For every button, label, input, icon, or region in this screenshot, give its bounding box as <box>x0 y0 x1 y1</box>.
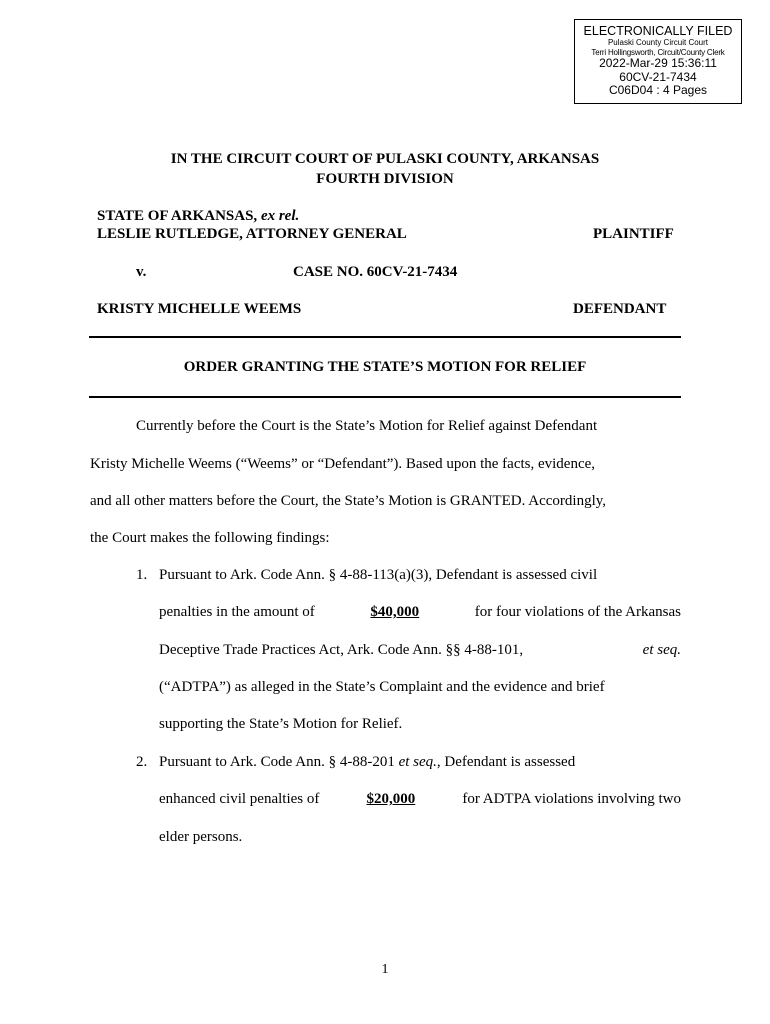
versus-label: v. <box>136 264 147 280</box>
plaintiff-name-line <box>97 207 299 225</box>
finding-2-line-1 <box>159 754 575 771</box>
intro-line-3: and all other matters before the Court, the State’s Motion is GRANTED. Accordingly, <box>90 493 607 509</box>
finding-1-line-3-italic: et seq. <box>642 642 681 658</box>
defendant-name: KRISTY MICHELLE WEEMS <box>97 301 302 317</box>
intro-text-1: Currently before the Court is the State’s Motion for Relief against Defendant <box>136 418 598 434</box>
finding-1-line-2-post: for four violations of the Arkansas <box>474 604 681 620</box>
finding-1-line-4: (“ADTPA”) as alleged in the State’s Complaint and the evidence and brief <box>159 679 605 695</box>
stamp-page-count: C06D04 : 4 Pages <box>608 83 708 98</box>
finding-1-amount: $40,000 <box>370 604 420 620</box>
finding-2-line-1-pre: Pursuant to Ark. Code Ann. § 4-88-201 <box>159 754 395 770</box>
electronic-filing-stamp <box>574 19 742 104</box>
stamp-court: Pulaski County Circuit Court <box>607 38 709 48</box>
stamp-title: ELECTRONICALLY FILED <box>583 24 733 38</box>
order-title: ORDER GRANTING THE STATE’S MOTION FOR RELIEF <box>183 359 587 375</box>
stamp-datetime: 2022-Mar-29 15:36:11 <box>599 55 717 70</box>
title-rule-top <box>89 336 681 338</box>
finding-2-line-2-pre: enhanced civil penalties of <box>159 791 320 807</box>
plaintiff-ex-rel: ex rel. <box>260 208 300 224</box>
stamp-case-number: 60CV-21-7434 <box>619 69 697 84</box>
finding-2-number: 2. <box>136 754 148 770</box>
plaintiff-attorney-general: LESLIE RUTLEDGE, ATTORNEY GENERAL <box>97 226 407 242</box>
division-heading: FOURTH DIVISION <box>316 171 454 187</box>
finding-1-line-3 <box>159 642 681 659</box>
finding-2-line-1-italic: et seq. <box>398 754 437 770</box>
finding-1-line-3-pre: Deceptive Trade Practices Act, Ark. Code Ann. §§ 4-88-101, <box>159 642 524 658</box>
finding-1-line-2-pre: penalties in the amount of <box>159 604 315 620</box>
stamp-clerk: Terri Hollingsworth, Circuit/County Clerk <box>591 47 725 57</box>
intro-line-1 <box>136 418 680 435</box>
finding-1-number: 1. <box>136 567 148 583</box>
finding-1-line-5: supporting the State’s Motion for Relief. <box>159 716 403 732</box>
intro-line-2: Kristy Michelle Weems (“Weems” or “Defendant”). Based upon the facts, evidence, <box>90 456 596 472</box>
intro-line-4: the Court makes the following findings: <box>90 530 330 546</box>
finding-1-line-2 <box>159 604 681 621</box>
defendant-role: DEFENDANT <box>573 301 667 317</box>
finding-2-line-2 <box>159 791 681 808</box>
court-heading: IN THE CIRCUIT COURT OF PULASKI COUNTY, ARKANSAS <box>170 151 600 167</box>
plaintiff-role: PLAINTIFF <box>593 226 674 242</box>
page-number: 1 <box>381 962 389 977</box>
plaintiff-state: STATE OF ARKANSAS, <box>97 208 258 224</box>
finding-1-line-1: Pursuant to Ark. Code Ann. § 4-88-113(a)(3), Defendant is assessed civil <box>159 567 598 583</box>
finding-2-line-2-post: for ADTPA violations involving two <box>462 791 681 807</box>
case-number: CASE NO. 60CV-21-7434 <box>293 264 458 280</box>
finding-2-line-3: elder persons. <box>159 829 243 845</box>
finding-2-line-1-post: , Defendant is assessed <box>436 754 576 770</box>
title-rule-bottom <box>89 396 681 398</box>
finding-2-amount: $20,000 <box>366 791 416 807</box>
